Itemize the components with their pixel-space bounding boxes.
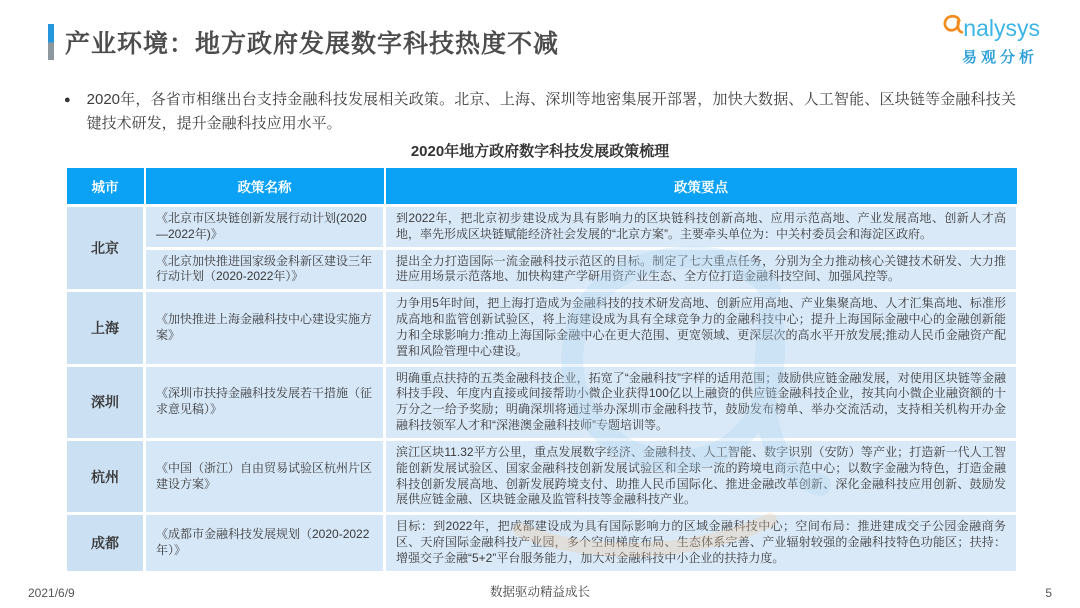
logo-wordmark — [920, 12, 1040, 44]
analysys-logo — [920, 12, 1040, 67]
policy-name-cell: 《北京加快推进国家级金科新区建设三年行动计划（2020-2022年）》 — [145, 248, 385, 291]
table-row — [66, 206, 1018, 249]
table-row — [66, 439, 1018, 513]
policy-name-cell: 《深圳市扶持金融科技发展若干措施（征求意见稿）》 — [145, 365, 385, 439]
policy-points-cell: 目标：到2022年，把成都建设成为具有国际影响力的区域金融科技中心；空间布局：推进建成交子公园金融商务区、天府国际金融科技产业园，多个空间梯度布局、生态体系完善、产业辐射较强的金融科技特色功能区；扶持：增强交子金融“5+2”平台服务能力，加大对金融科技中小企业的扶持力度。 — [385, 514, 1018, 572]
policy-table-head — [66, 167, 1018, 206]
city-cell: 深圳 — [66, 365, 145, 439]
city-cell: 上海 — [66, 291, 145, 365]
policy-name-cell: 《中国（浙江）自由贸易试验区杭州片区建设方案》 — [145, 439, 385, 513]
policy-table-body — [66, 206, 1018, 573]
table-row — [66, 365, 1018, 439]
footer-page-number: 5 — [1045, 586, 1052, 600]
policy-points-cell: 到2022年，把北京初步建设成为具有影响力的区块链科技创新高地、应用示范高地、产业发展高地、创新人才高地，率先形成区块链赋能经济社会发展的“北京方案”。主要牵头单位为：中关村委员会和海淀区政府。 — [385, 206, 1018, 249]
summary-bullet — [64, 88, 1016, 136]
header-policy-name: 政策名称 — [145, 167, 385, 206]
policy-name-cell: 《成都市金融科技发展规划（2020-2022年）》 — [145, 514, 385, 572]
city-cell: 北京 — [66, 206, 145, 291]
header-policy-points: 政策要点 — [385, 167, 1018, 206]
table-row — [66, 291, 1018, 365]
bullet-icon: ● — [64, 94, 71, 106]
policy-points-cell: 力争用5年时间，把上海打造成为金融科技的技术研发高地、创新应用高地、产业集聚高地、人才汇集高地、标准形成高地和监管创新试验区，将上海建设成为具有全球竞争力的金融科技中心；提升上海国际金融中心的金融创新能力和全球影响力:推动上海国际金融中心在更大范围、更宽领域、更深层次的高水平开放发展;推动人民币金融资产配置和风险管理中心建设。 — [385, 291, 1018, 365]
header-city: 城市 — [66, 167, 145, 206]
header-row — [66, 167, 1018, 206]
policy-name-cell: 《北京市区块链创新发展行动计划(2020—2022年)》 — [145, 206, 385, 249]
policy-points-cell: 明确重点扶持的五类金融科技企业，拓宽了“金融科技”字样的适用范围；鼓励供应链金融发展，对使用区块链等金融科技手段、年度内直接或间接帮助小微企业获得100亿以上融资的供应链金融科技企业，按其向小微企业融资额的十万分之一给予奖励；明确深圳将通过举办深圳市金融科技节，鼓励发布榜单、举办交流活动，支持相关机构开办金融科技领军人才和“深港澳金融科技师”专题培训等。 — [385, 365, 1018, 439]
footer-slogan: 数据驱动精益成长 — [489, 585, 590, 599]
policy-table — [64, 166, 1019, 574]
city-cell: 成都 — [66, 514, 145, 572]
policy-points-cell: 提出全力打造国际一流金融科技示范区的目标。制定了七大重点任务，分别为全力推动核心关键技术研发、大力推进应用场景示范落地、加快构建产学研用资产业生态、全方位打造金融科技空间、加强风控等。 — [385, 248, 1018, 291]
logo-swirl-icon — [939, 12, 966, 44]
policy-points-cell: 滨江区块11.32平方公里，重点发展数字经济、金融科技、人工智能、数字识别（安防）等产业；打造新一代人工智能创新发展试验区、国家金融科技创新发展试验区和全球一流的跨境电商示范中心；以数字金融为特色，打造金融科技创新发展高地、创新发展跨境支付、助推人民币国际化、推进金融改革创新、深化金融科技应用创新、鼓励发展供应链金融、区块链金融及监管科技等金融科技产业。 — [385, 439, 1018, 513]
title-accent-bar — [48, 24, 54, 60]
policy-name-cell: 《加快推进上海金融科技中心建设实施方案》 — [145, 291, 385, 365]
bullet-text: 2020年，各省市相继出台支持金融科技发展相关政策。北京、上海、深圳等地密集展开部署，加快大数据、人工智能、区块链等金融科技关键技术研发，提升金融科技应用水平。 — [86, 91, 1016, 132]
table-title: 2020年地方政府数字科技发展政策梳理 — [410, 143, 670, 160]
footer-date: 2021/6/9 — [28, 586, 75, 600]
city-cell: 杭州 — [66, 439, 145, 513]
table-row — [66, 514, 1018, 572]
table-row — [66, 248, 1018, 291]
slide-header — [48, 24, 559, 60]
logo-brand-cn: 易观分析 — [961, 49, 1038, 66]
page-title: 产业环境：地方政府发展数字科技热度不减 — [65, 30, 560, 58]
logo-brand-text: nalysys — [963, 14, 1040, 41]
